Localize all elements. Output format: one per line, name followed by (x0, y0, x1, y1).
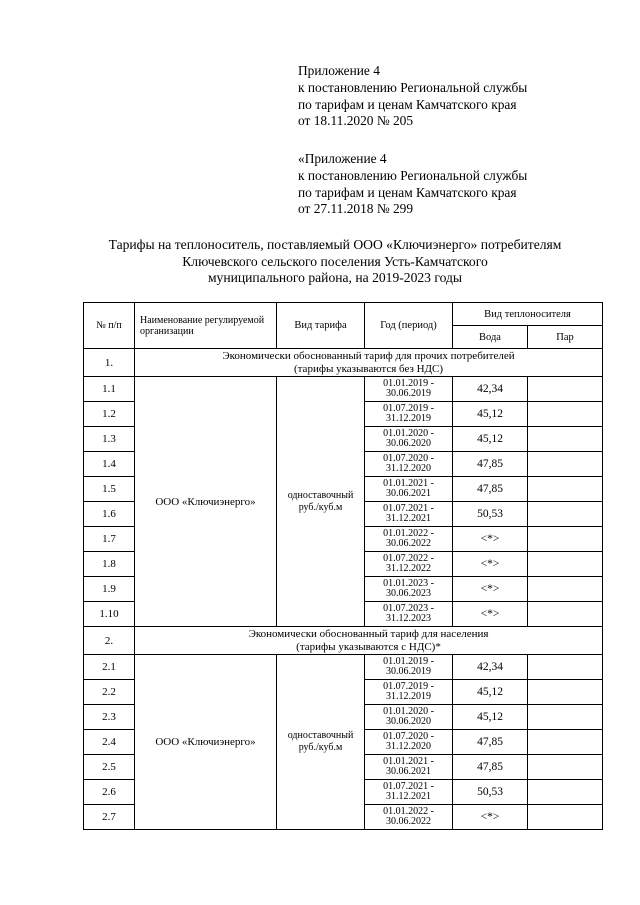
section-title (135, 627, 603, 655)
period-end: 30.06.2023 (386, 588, 431, 599)
appendix-line: к постановлению Региональной службы (298, 79, 528, 95)
water-tariff: 42,34 (453, 377, 528, 402)
section-row (84, 349, 603, 377)
header-water: Вода (453, 326, 528, 349)
period-end: 31.12.2020 (386, 463, 431, 474)
period-start: 01.07.2019 - (383, 680, 434, 692)
period-start: 01.01.2019 - (383, 655, 434, 667)
period-end: 30.06.2019 (386, 388, 431, 399)
period (365, 655, 453, 680)
water-tariff: 47,85 (453, 755, 528, 780)
row-number: 1.1 (84, 377, 135, 402)
appendix-current-header (298, 63, 527, 130)
period-end: 31.12.2021 (386, 513, 431, 524)
period (365, 477, 453, 502)
row-number: 2.4 (84, 730, 135, 755)
row-number: 2.1 (84, 655, 135, 680)
steam-tariff (528, 730, 603, 755)
title-line: муниципального района, на 2019-2023 годы (207, 270, 463, 285)
water-tariff: <*> (453, 527, 528, 552)
steam-tariff (528, 780, 603, 805)
title-line: Ключевского сельского поселения Усть-Камчатского (182, 253, 488, 269)
steam-tariff (528, 577, 603, 602)
section-row (84, 627, 603, 655)
organization-name: ООО «Ключиэнерго» (135, 377, 277, 627)
period-end: 30.06.2021 (386, 488, 431, 499)
row-number: 1.3 (84, 427, 135, 452)
period-end: 31.12.2019 (386, 413, 431, 424)
row-number: 1.4 (84, 452, 135, 477)
steam-tariff (528, 527, 603, 552)
period (365, 427, 453, 452)
period-start: 01.01.2021 - (383, 477, 434, 489)
appendix-line: от 18.11.2020 № 205 (298, 113, 414, 129)
appendix-line: от 27.11.2018 № 299 (298, 201, 414, 217)
steam-tariff (528, 452, 603, 477)
water-tariff: <*> (453, 805, 528, 830)
table-row (84, 655, 603, 680)
period-start: 01.07.2020 - (383, 452, 434, 464)
period-end: 31.12.2021 (386, 791, 431, 802)
period-start: 01.01.2022 - (383, 805, 434, 817)
section-title-line: (тарифы указываются без НДС) (293, 362, 444, 375)
period-start: 01.01.2019 - (383, 377, 434, 389)
water-tariff: 42,34 (453, 655, 528, 680)
row-number: 1.6 (84, 502, 135, 527)
row-number: 1.5 (84, 477, 135, 502)
tariff-type (277, 377, 365, 627)
steam-tariff (528, 705, 603, 730)
water-tariff: 45,12 (453, 402, 528, 427)
header-steam: Пар (528, 326, 603, 349)
appendix-line: по тарифам и ценам Камчатского края (298, 184, 517, 200)
row-number: 1.8 (84, 552, 135, 577)
period-end: 31.12.2020 (386, 741, 431, 752)
period (365, 780, 453, 805)
period-start: 01.07.2020 - (383, 730, 434, 742)
period (365, 805, 453, 830)
period (365, 705, 453, 730)
period (365, 502, 453, 527)
period-end: 30.06.2022 (386, 538, 431, 549)
period (365, 402, 453, 427)
water-tariff: 50,53 (453, 780, 528, 805)
title-line: Тарифы на теплоноситель, поставляемый ООО «Ключиэнерго» потребителям (108, 237, 562, 252)
period-start: 01.01.2020 - (383, 427, 434, 439)
water-tariff: <*> (453, 602, 528, 627)
row-number: 2.6 (84, 780, 135, 805)
period-end: 30.06.2020 (386, 716, 431, 727)
document-title (70, 237, 600, 287)
section-title-line: Экономически обоснованный тариф для прочих потребителей (222, 350, 515, 362)
period-end: 30.06.2022 (386, 816, 431, 827)
section-title-line: Экономически обоснованный тариф для населения (248, 628, 489, 640)
tariff-type-unit: руб./куб.м (298, 501, 343, 513)
period-start: 01.07.2022 - (383, 552, 434, 564)
period (365, 377, 453, 402)
water-tariff: 47,85 (453, 730, 528, 755)
period-start: 01.07.2021 - (383, 780, 434, 792)
appendix-line: «Приложение 4 (298, 151, 387, 166)
steam-tariff (528, 680, 603, 705)
appendix-previous-header (298, 151, 527, 218)
period (365, 552, 453, 577)
period (365, 680, 453, 705)
period (365, 527, 453, 552)
row-number: 1.10 (84, 602, 135, 627)
steam-tariff (528, 602, 603, 627)
row-number: 2.7 (84, 805, 135, 830)
header-organization: Наименование регулируемой организации (135, 303, 277, 349)
header-period: Год (период) (365, 303, 453, 349)
row-number: 1.7 (84, 527, 135, 552)
period-end: 31.12.2019 (386, 691, 431, 702)
water-tariff: 47,85 (453, 452, 528, 477)
steam-tariff (528, 805, 603, 830)
steam-tariff (528, 755, 603, 780)
period (365, 452, 453, 477)
period (365, 577, 453, 602)
header-tariff-type: Вид тарифа (277, 303, 365, 349)
tariff-type-unit: руб./куб.м (298, 742, 343, 753)
tariff-type (277, 655, 365, 830)
water-tariff: <*> (453, 577, 528, 602)
header-coolant-kind: Вид теплоносителя (453, 303, 603, 326)
row-number: 2.5 (84, 755, 135, 780)
steam-tariff (528, 402, 603, 427)
water-tariff: 45,12 (453, 705, 528, 730)
appendix-line: по тарифам и ценам Камчатского края (298, 96, 517, 112)
tariff-type-line: одноставочный (287, 730, 354, 741)
table-row (84, 377, 603, 402)
water-tariff: 45,12 (453, 680, 528, 705)
water-tariff: 50,53 (453, 502, 528, 527)
section-title-line: (тарифы указываются с НДС)* (296, 640, 441, 653)
period-end: 30.06.2021 (386, 766, 431, 777)
water-tariff: 45,12 (453, 427, 528, 452)
section-title (135, 349, 603, 377)
row-number: 1.9 (84, 577, 135, 602)
period-start: 01.01.2020 - (383, 705, 434, 717)
period-start: 01.01.2023 - (383, 577, 434, 589)
steam-tariff (528, 427, 603, 452)
period-start: 01.01.2022 - (383, 527, 434, 539)
steam-tariff (528, 502, 603, 527)
period-start: 01.07.2021 - (383, 502, 434, 514)
period-start: 01.07.2023 - (383, 602, 434, 614)
section-number: 1. (84, 349, 135, 377)
row-number: 2.2 (84, 680, 135, 705)
row-number: 1.2 (84, 402, 135, 427)
period-start: 01.07.2019 - (383, 402, 434, 414)
period (365, 602, 453, 627)
period-end: 30.06.2020 (386, 438, 431, 449)
header-number: № п/п (84, 303, 135, 349)
period-end: 31.12.2023 (386, 613, 431, 624)
appendix-line: к постановлению Региональной службы (298, 167, 528, 183)
period-end: 30.06.2019 (386, 666, 431, 677)
tariff-type-line: одноставочный (287, 489, 354, 501)
period-start: 01.01.2021 - (383, 755, 434, 767)
water-tariff: 47,85 (453, 477, 528, 502)
steam-tariff (528, 377, 603, 402)
organization-name: ООО «Ключиэнерго» (135, 655, 277, 830)
section-number: 2. (84, 627, 135, 655)
row-number: 2.3 (84, 705, 135, 730)
period-end: 31.12.2022 (386, 563, 431, 574)
tariff-table (83, 302, 603, 830)
steam-tariff (528, 552, 603, 577)
steam-tariff (528, 655, 603, 680)
table-header-row (84, 303, 603, 326)
steam-tariff (528, 477, 603, 502)
period (365, 730, 453, 755)
appendix-line: Приложение 4 (298, 63, 380, 78)
period (365, 755, 453, 780)
water-tariff: <*> (453, 552, 528, 577)
